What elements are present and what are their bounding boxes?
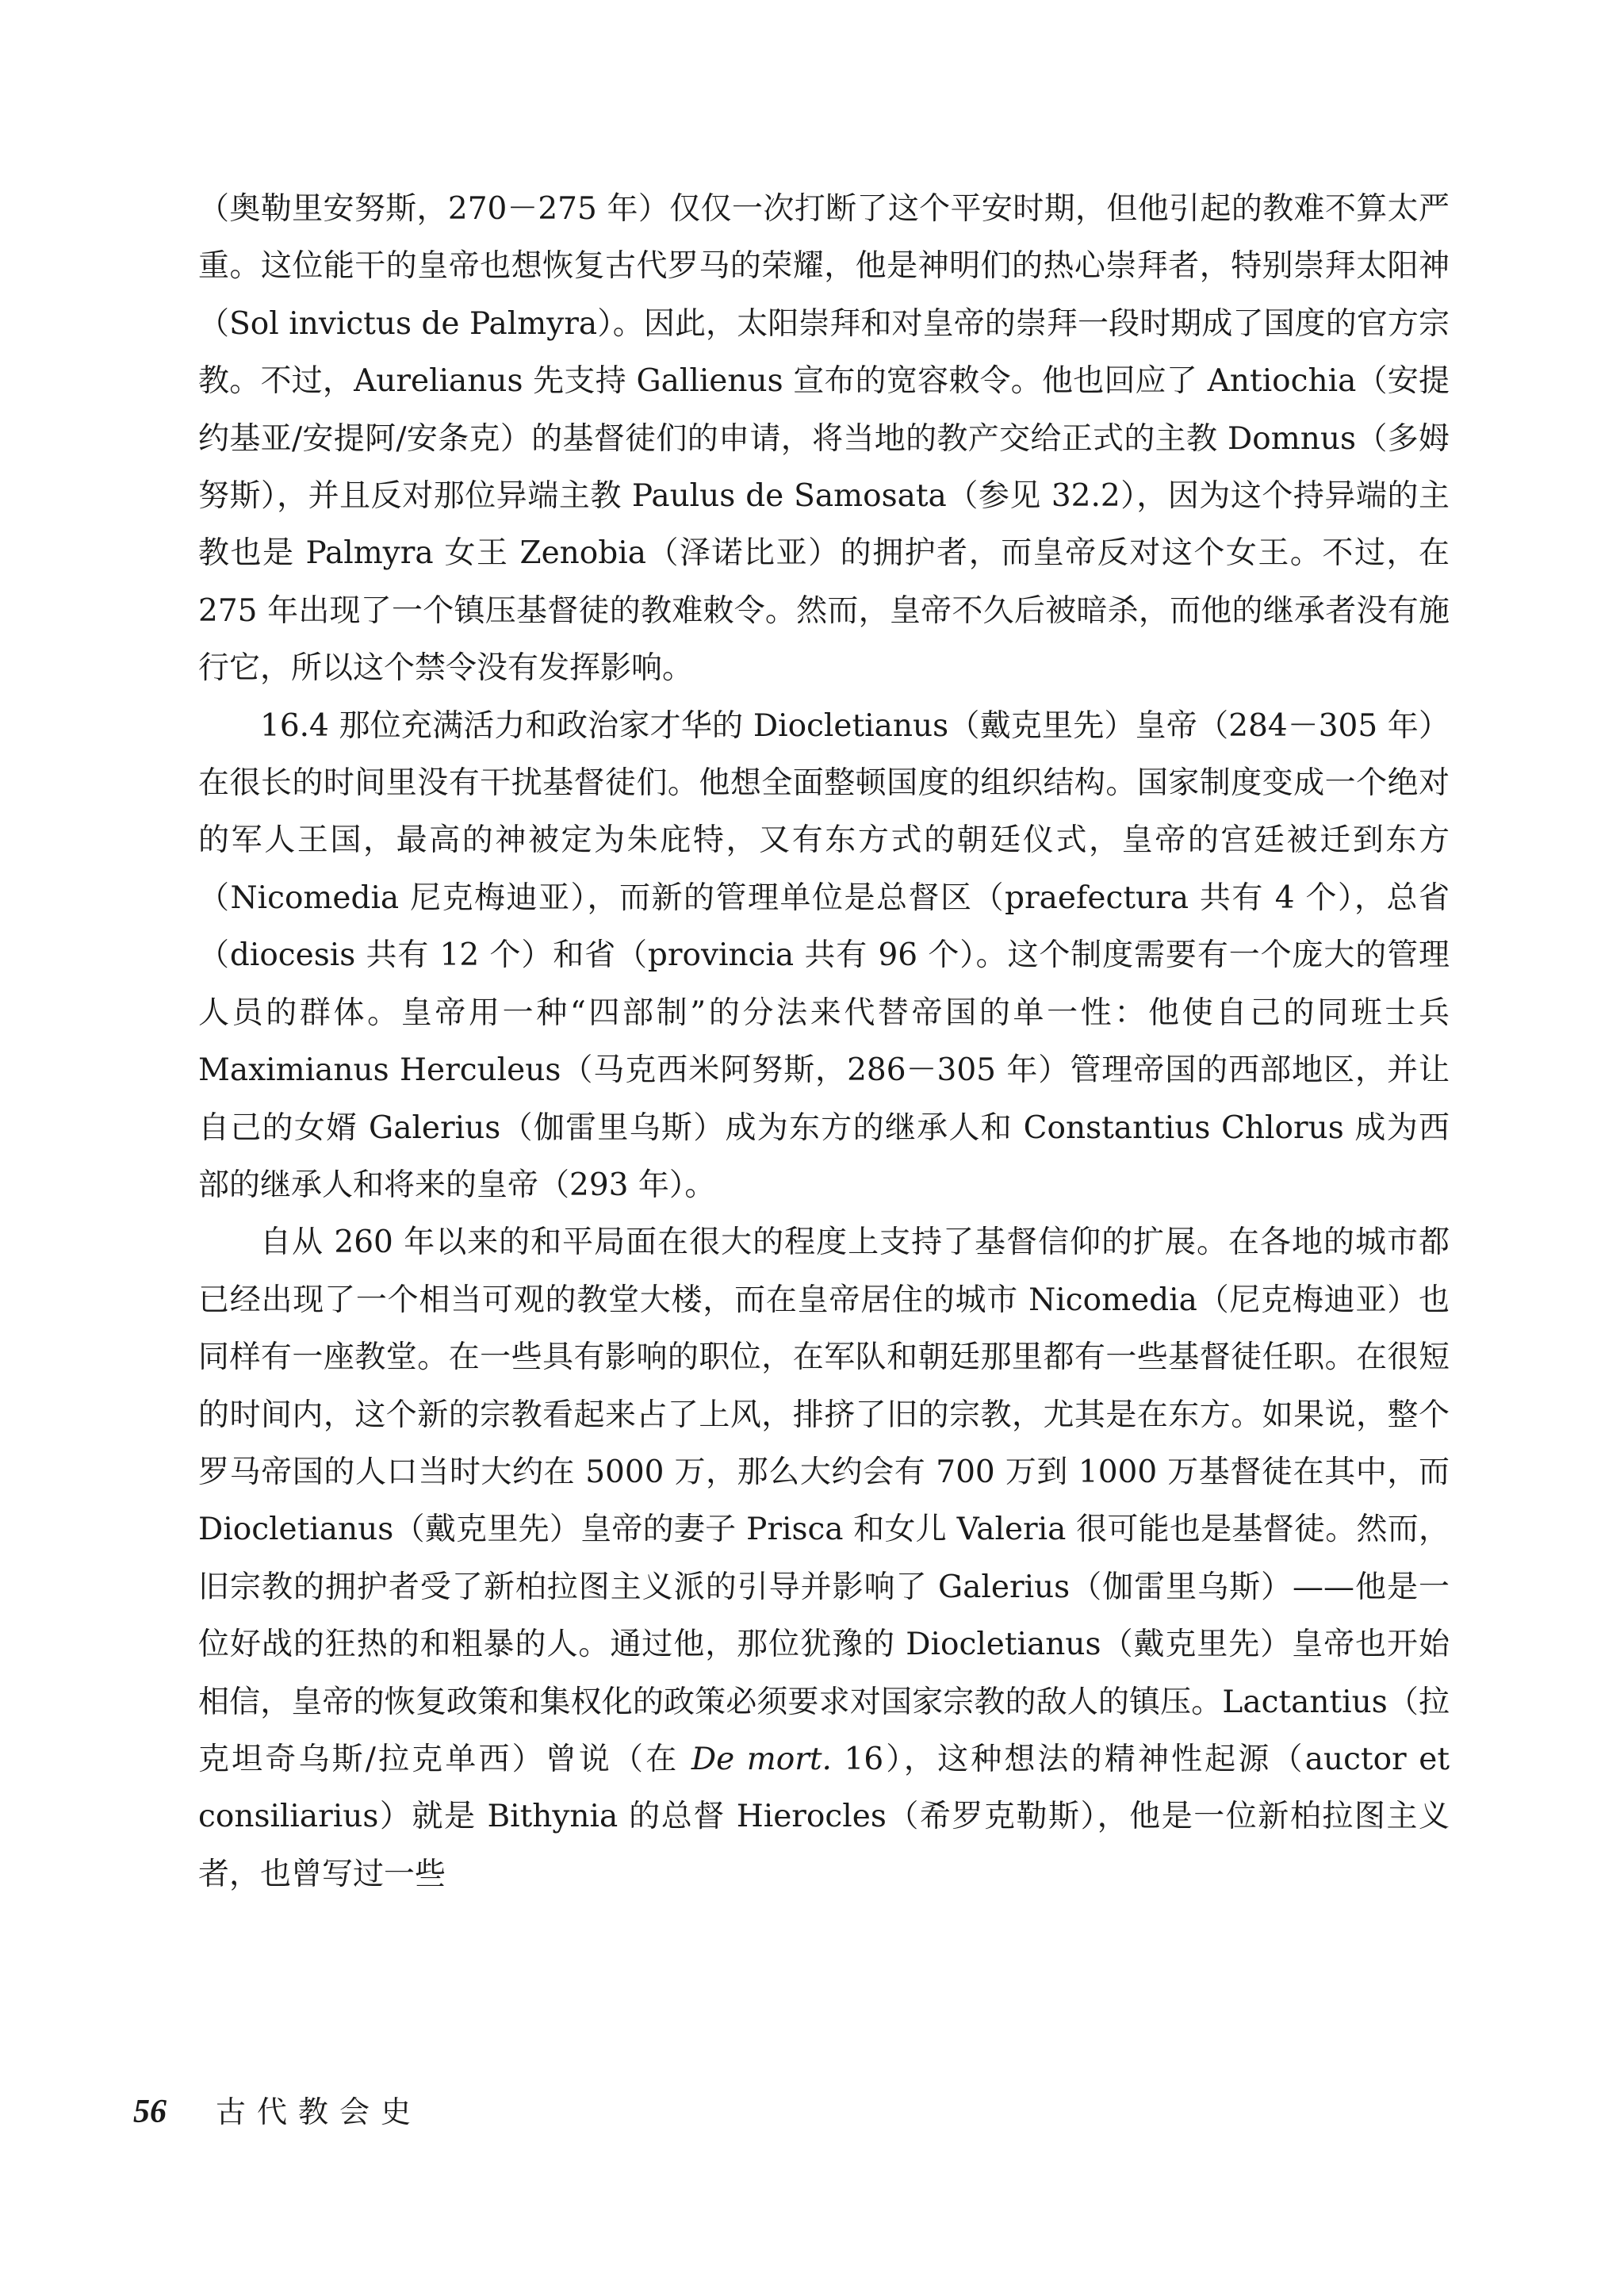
paragraph-3-tail: 16），这种想法的精神性起源（auctor et consiliarius）就是 Bithynia 的总督 Hierocles（希罗克勒斯），他是一位新柏拉图主义者，也曾写过一些 bbox=[198, 1741, 1450, 1892]
running-title: 古代教会史 bbox=[216, 2094, 423, 2129]
page-footer bbox=[133, 2087, 422, 2135]
body-text bbox=[198, 181, 1450, 1903]
paragraph-3-main: 自从 260 年以来的和平局面在很大的程度上支持了基督信仰的扩展。在各地的城市都已经出现了一个相当可观的教堂大楼，而在皇帝居住的城市 Nicomedia（尼克梅迪亚）也同样有一座教堂。在一些具有影响的职位，在军队和朝廷那里都有一些基督徒任职。在很短的时间内，这个新的宗教看起来占了上风，排挤了旧的宗教，尤其是在东方。如果说，整个罗马帝国的人口当时大约在 5000 万，那么大约会有 700 万到 1000 万基督徒在其中，而 Diocletianus（戴克里先）皇帝的妻子 Prisca 和女儿 Valeria 很可能也是基督徒。然而，旧宗教的拥护者受了新柏拉图主义派的引导并影响了 Galerius（伽雷里乌斯）——他是一位好战的狂热的和粗暴的人。通过他，那位犹豫的 Diocletianus（戴克里先）皇帝也开始相信，皇帝的恢复政策和集权化的政策必须要求对国家宗教的敌人的镇压。Lactantius（拉克坦奇乌斯/拉克单西）曾说（在 bbox=[198, 1224, 1450, 1777]
paragraph-2-section-16-4: 16.4 那位充满活力和政治家才华的 Diocletianus（戴克里先）皇帝（284－305 年）在很长的时间里没有干扰基督徒们。他想全面整顿国度的组织结构。国家制度变成一个绝对的军人王国，最高的神被定为朱庇特，又有东方式的朝廷仪式，皇帝的宫廷被迁到东方（Nicomedia 尼克梅迪亚），而新的管理单位是总督区（praefectura 共有 4 个），总省（diocesis 共有 12 个）和省（provincia 共有 96 个）。这个制度需要有一个庞大的管理人员的群体。皇帝用一种“四部制”的分法来代替帝国的单一性：他使自己的同班士兵 Maximianus Herculeus（马克西米阿努斯，286－305 年）管理帝国的西部地区，并让自己的女婿 Galerius（伽雷里乌斯）成为东方的继承人和 Constantius Chlorus 成为西部的继承人和将来的皇帝（293 年）。 bbox=[198, 707, 1450, 1203]
paragraph-3-italic-citation: De mort. bbox=[691, 1741, 832, 1777]
page-number: 56 bbox=[133, 2094, 167, 2130]
paragraph-1: （奥勒里安努斯，270－275 年）仅仅一次打断了这个平安时期，但他引起的教难不算太严重。这位能干的皇帝也想恢复古代罗马的荣耀，他是神明们的热心崇拜者，特别崇拜太阳神（Sol invictus de Palmyra）。因此，太阳崇拜和对皇帝的崇拜一段时期成了国度的官方宗教。不过，Aurelianus 先支持 Gallienus 宣布的宽容敕令。他也回应了 Antiochia（安提约基亚/安提阿/安条克）的基督徒们的申请，将当地的教产交给正式的主教 Domnus（多姆努斯），并且反对那位异端主教 Paulus de Samosata（参见 32.2），因为这个持异端的主教也是 Palmyra 女王 Zenobia（泽诺比亚）的拥护者，而皇帝反对这个女王。不过，在 275 年出现了一个镇压基督徒的教难敕令。然而，皇帝不久后被暗杀，而他的继承者没有施行它，所以这个禁令没有发挥影响。 bbox=[198, 191, 1450, 687]
paragraph-3 bbox=[198, 1214, 1450, 1903]
